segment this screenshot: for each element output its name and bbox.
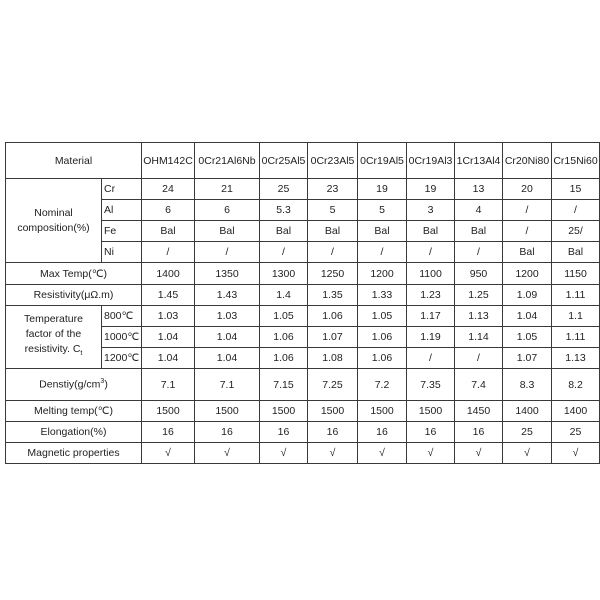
elongation-row xyxy=(6,422,600,443)
resistivity-value: 1.33 xyxy=(358,285,407,306)
temp-factor-value: 1.06 xyxy=(260,327,308,348)
density-value: 7.2 xyxy=(358,369,407,401)
composition-value: 19 xyxy=(358,179,407,200)
element-label: Fe xyxy=(102,221,142,242)
elongation-value: 16 xyxy=(407,422,455,443)
magnetic-value: √ xyxy=(552,443,600,464)
max-temp-value: 1200 xyxy=(503,263,552,285)
composition-value: / xyxy=(407,242,455,263)
max-temp-value: 1400 xyxy=(142,263,195,285)
composition-value: 6 xyxy=(142,200,195,221)
melting-temp-value: 1500 xyxy=(308,401,358,422)
temp-factor-value: 1.06 xyxy=(358,327,407,348)
temp-factor-value: 1.04 xyxy=(142,327,195,348)
nominal-label-line2: composition(%) xyxy=(17,221,90,234)
temp-factor-line1: Temperature xyxy=(24,313,83,326)
material-name: 0Cr21Al6Nb xyxy=(195,143,260,179)
composition-value: Bal xyxy=(142,221,195,242)
elongation-value: 25 xyxy=(503,422,552,443)
material-name: Cr20Ni80 xyxy=(503,143,552,179)
temp-factor-value: / xyxy=(455,348,503,369)
melting-temp-value: 1450 xyxy=(455,401,503,422)
elongation-value: 16 xyxy=(308,422,358,443)
temp-factor-value: 1.03 xyxy=(142,306,195,327)
nominal-label-line1: Nominal xyxy=(34,206,73,219)
density-superscript: 3 xyxy=(100,378,105,386)
temp-factor-value: 1.19 xyxy=(407,327,455,348)
temp-factor-value: 1.13 xyxy=(455,306,503,327)
material-header: Material xyxy=(6,143,142,179)
magnetic-value: √ xyxy=(503,443,552,464)
temp-label: 1200℃ xyxy=(102,348,142,369)
temp-factor-value: 1.11 xyxy=(552,327,600,348)
temp-factor-value: 1.06 xyxy=(260,348,308,369)
composition-value: Bal xyxy=(503,242,552,263)
element-label: Cr xyxy=(102,179,142,200)
density-value: 7.25 xyxy=(308,369,358,401)
composition-value: 25/ xyxy=(552,221,600,242)
composition-value: 3 xyxy=(407,200,455,221)
temp-factor-value: 1.05 xyxy=(503,327,552,348)
temp-factor-value: 1.04 xyxy=(195,348,260,369)
max-temp-row xyxy=(6,263,600,285)
composition-value: / xyxy=(503,221,552,242)
density-value: 7.1 xyxy=(142,369,195,401)
composition-value: 25 xyxy=(260,179,308,200)
magnetic-value: √ xyxy=(358,443,407,464)
temp-factor-value: 1.03 xyxy=(195,306,260,327)
composition-value: Bal xyxy=(407,221,455,242)
magnetic-value: √ xyxy=(142,443,195,464)
elongation-label: Elongation(%) xyxy=(6,422,142,443)
resistivity-value: 1.35 xyxy=(308,285,358,306)
composition-value: 21 xyxy=(195,179,260,200)
composition-value: / xyxy=(308,242,358,263)
elongation-value: 25 xyxy=(552,422,600,443)
temp-factor-value: 1.05 xyxy=(358,306,407,327)
density-label-close: ) xyxy=(104,378,108,391)
resistivity-row xyxy=(6,285,600,306)
material-name: 0Cr19Al3 xyxy=(407,143,455,179)
temp-factor-row xyxy=(6,306,600,327)
temp-label: 800℃ xyxy=(102,306,142,327)
temp-factor-label xyxy=(6,306,102,369)
temp-factor-value: 1.14 xyxy=(455,327,503,348)
composition-value: 24 xyxy=(142,179,195,200)
max-temp-value: 950 xyxy=(455,263,503,285)
magnetic-value: √ xyxy=(455,443,503,464)
element-label: Ni xyxy=(102,242,142,263)
resistivity-value: 1.25 xyxy=(455,285,503,306)
max-temp-value: 1150 xyxy=(552,263,600,285)
resistivity-value: 1.4 xyxy=(260,285,308,306)
material-name: Cr15Ni60 xyxy=(552,143,600,179)
resistivity-value: 1.43 xyxy=(195,285,260,306)
temp-factor-line2: factor of the xyxy=(25,328,82,341)
resistivity-value: 1.45 xyxy=(142,285,195,306)
temp-factor-value: 1.06 xyxy=(308,306,358,327)
composition-value: 6 xyxy=(195,200,260,221)
composition-value: Bal xyxy=(195,221,260,242)
density-value: 8.3 xyxy=(503,369,552,401)
melting-temp-value: 1400 xyxy=(552,401,600,422)
max-temp-value: 1350 xyxy=(195,263,260,285)
alloy-properties-table xyxy=(5,142,600,464)
magnetic-row xyxy=(6,443,600,464)
material-name: 1Cr13Al4 xyxy=(455,143,503,179)
composition-value: / xyxy=(503,200,552,221)
temp-factor-value: 1.17 xyxy=(407,306,455,327)
resistivity-label: Resistivity(μΩ.m) xyxy=(6,285,142,306)
composition-value: / xyxy=(455,242,503,263)
resistivity-value: 1.09 xyxy=(503,285,552,306)
temp-factor-value: 1.04 xyxy=(195,327,260,348)
elongation-value: 16 xyxy=(195,422,260,443)
composition-value: 13 xyxy=(455,179,503,200)
composition-value: 23 xyxy=(308,179,358,200)
melting-temp-value: 1500 xyxy=(142,401,195,422)
composition-value: / xyxy=(552,200,600,221)
max-temp-value: 1300 xyxy=(260,263,308,285)
composition-value: 5 xyxy=(358,200,407,221)
alloy-properties-table-container xyxy=(5,142,600,464)
nominal-composition-label xyxy=(6,179,102,263)
temp-factor-value: 1.04 xyxy=(142,348,195,369)
elongation-value: 16 xyxy=(260,422,308,443)
composition-value: Bal xyxy=(552,242,600,263)
melting-temp-row xyxy=(6,401,600,422)
temp-factor-value: 1.07 xyxy=(308,327,358,348)
temp-factor-value: 1.07 xyxy=(503,348,552,369)
density-value: 7.4 xyxy=(455,369,503,401)
temp-factor-value: 1.05 xyxy=(260,306,308,327)
density-value: 7.35 xyxy=(407,369,455,401)
density-value: 8.2 xyxy=(552,369,600,401)
composition-value: 19 xyxy=(407,179,455,200)
temp-factor-line3: resistivity. C xyxy=(24,343,81,356)
element-label: Al xyxy=(102,200,142,221)
elongation-value: 16 xyxy=(142,422,195,443)
composition-value: / xyxy=(260,242,308,263)
resistivity-value: 1.11 xyxy=(552,285,600,306)
elongation-value: 16 xyxy=(358,422,407,443)
melting-temp-value: 1500 xyxy=(358,401,407,422)
temp-factor-subscript: t xyxy=(80,350,83,358)
temp-factor-value: 1.06 xyxy=(358,348,407,369)
composition-value: / xyxy=(358,242,407,263)
composition-value: 15 xyxy=(552,179,600,200)
magnetic-value: √ xyxy=(308,443,358,464)
material-name: 0Cr25Al5 xyxy=(260,143,308,179)
composition-value: Bal xyxy=(308,221,358,242)
magnetic-value: √ xyxy=(260,443,308,464)
header-row xyxy=(6,143,600,179)
material-name: OHM142C xyxy=(142,143,195,179)
density-value: 7.1 xyxy=(195,369,260,401)
density-value: 7.15 xyxy=(260,369,308,401)
melting-temp-value: 1500 xyxy=(260,401,308,422)
resistivity-value: 1.23 xyxy=(407,285,455,306)
material-name: 0Cr23Al5 xyxy=(308,143,358,179)
magnetic-value: √ xyxy=(407,443,455,464)
composition-value: 5.3 xyxy=(260,200,308,221)
magnetic-label: Magnetic properties xyxy=(6,443,142,464)
temp-factor-value: 1.1 xyxy=(552,306,600,327)
composition-value: / xyxy=(142,242,195,263)
composition-value: Bal xyxy=(455,221,503,242)
composition-row xyxy=(6,179,600,200)
temp-factor-value: 1.08 xyxy=(308,348,358,369)
max-temp-label: Max Temp(℃) xyxy=(6,263,142,285)
density-label-text: Denstiy(g/cm xyxy=(39,378,101,391)
composition-value: 4 xyxy=(455,200,503,221)
composition-value: Bal xyxy=(358,221,407,242)
elongation-value: 16 xyxy=(455,422,503,443)
melting-temp-label: Melting temp(℃) xyxy=(6,401,142,422)
composition-value: / xyxy=(195,242,260,263)
max-temp-value: 1250 xyxy=(308,263,358,285)
magnetic-value: √ xyxy=(195,443,260,464)
material-name: 0Cr19Al5 xyxy=(358,143,407,179)
temp-label: 1000℃ xyxy=(102,327,142,348)
melting-temp-value: 1500 xyxy=(195,401,260,422)
density-row xyxy=(6,369,600,401)
temp-factor-value: 1.13 xyxy=(552,348,600,369)
temp-factor-value: / xyxy=(407,348,455,369)
melting-temp-value: 1400 xyxy=(503,401,552,422)
max-temp-value: 1200 xyxy=(358,263,407,285)
density-label xyxy=(6,369,142,401)
composition-value: 5 xyxy=(308,200,358,221)
max-temp-value: 1100 xyxy=(407,263,455,285)
composition-value: Bal xyxy=(260,221,308,242)
composition-value: 20 xyxy=(503,179,552,200)
melting-temp-value: 1500 xyxy=(407,401,455,422)
temp-factor-value: 1.04 xyxy=(503,306,552,327)
